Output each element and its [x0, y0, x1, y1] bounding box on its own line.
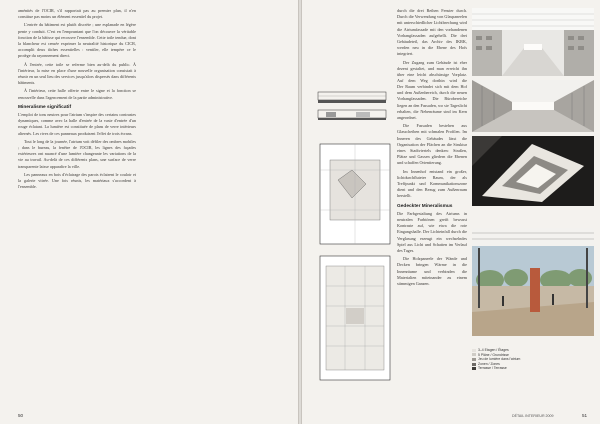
page-number-left: 50	[18, 413, 24, 418]
left-column-1	[18, 8, 136, 412]
body-paragraph: durch die drei Reihen Fenster durch. Durch die Verwendung von Glaspaneelen mit unterschiedlicher Lichtbrechung wird die Atriumfassade mit den vorhandenen Vorhangfassaden aufgehellt. Die drei Gebäudeteil, das Archiv des IKRK, werden neu in die Ebene des Hofs integriert.	[397, 8, 467, 57]
body-paragraph: Die Holzpaneele der Wände und Decken bringen Wärme in die Innenräume und verbinden die Materialien miteinander zu einem stimmigen Ganzen.	[397, 256, 467, 287]
atrium-photo	[472, 8, 594, 76]
section-heading: Gedeckter Mineralismus	[397, 203, 453, 209]
legend-label: Zonen / Zones	[478, 361, 500, 366]
legend-label: Jeu de lumière dans l'atrium	[478, 357, 521, 362]
terrace-photo	[472, 228, 594, 336]
legend-row	[472, 366, 594, 371]
corridor-photo	[472, 80, 594, 132]
page-number-right: 51	[582, 413, 588, 418]
section-heading: Mineralisme significatif	[18, 104, 72, 110]
plan-legend	[472, 348, 594, 371]
body-paragraph: Les panneaux en bois d'éclairage des parois éclairent le couloir et la galerie vitrée. Une fois réunis, les matériaux s'accordent à l'ensemble.	[18, 171, 136, 190]
right-page	[302, 0, 600, 424]
legend-swatch	[472, 358, 476, 361]
running-head: DÉTAIL INTERIEUR 2009	[512, 414, 554, 418]
legend-swatch	[472, 363, 476, 366]
elevation-drawing	[316, 86, 388, 124]
body-paragraph: L'entrée du bâtiment est plutôt discrète ; une esplanade en légère pente y conduit. C'est en l'empruntant que l'on découvre la véritable fonction de la bâtisse qui recouvre l'ensemble. Cette toile tendue, dont la blancheur est censée exprimer la neutralité historique du CICR, accomplit deux tâches essentielles : ventiler, elle tempère ce le protège du rayonnement direct.	[18, 22, 136, 59]
legend-swatch	[472, 349, 476, 352]
body-paragraph: Die Farbgestaltung des Atriums in neutralen Farbtönen greift bewusst Kontraste auf, wie etwa die rote Eingangshalle. Der Lichteinfall durch die Verglasung erzeugt ein wechselndes Spiel aus Licht und Schatten im Verlauf des Tages.	[397, 210, 467, 254]
body-paragraph: Im Innenhof entstand ein großer, lichtdurchfluteter Raum, der als Treffpunkt und Kommunikationszone dient und den Bezug zum Außenraum herstellt.	[397, 168, 467, 199]
legend-label: Terrasse / Terrasse	[478, 366, 507, 371]
body-paragraph: Der Zugang zum Gebäude ist eher dezent gestaltet, und man erreicht ihn über eine leicht abschüssige Vorplatz. Auf dem Weg dorthin wird die	[397, 59, 467, 83]
body-paragraph: À l'entrée, cette toile se referme bien au-delà du public. À l'intérieur, la mise en place d'une nouvelle organisation consistait à réunir en un seul lieu des services jusqu'alors dispersés dans différents bâtiments.	[18, 61, 136, 86]
legend-swatch	[472, 367, 476, 370]
right-column-2	[397, 84, 467, 402]
body-paragraph: Tout le long de la journée, l'atrium voit défiler des ombres mobiles ; dans le bureau, la fenêtre de l'OCIR, les lignes des façades extérieures ont nuancé d'une lumière changeante les variations de la vie au travail. Au-delà de ces différents plans, une surface de verre transparente laisse apparaître la ville.	[18, 138, 136, 169]
floor-plans-drawing	[316, 140, 394, 388]
body-paragraph: Der Raum verbindet sich mit dem Hof und dem Außenbereich, durch die neuen Vorhangfassaden. Die Bürobereiche liegen an den Fassaden, wo sie Tageslicht erhalten, die Nebenräume sind im Kern angeordnet.	[397, 84, 467, 121]
left-page	[0, 0, 298, 424]
legend-swatch	[472, 353, 476, 356]
light-pattern-photo	[472, 136, 594, 206]
body-paragraph: L'emploi de tons neutres pour l'atrium s'inspire des certains contrastes dynamiques, comme avec la halle d'entrée de la vaste d'entrée d'un rouge éclatant. La lumière est constituée de plans de verre intérieurs alternés. Les rives de ces panneaux produisent l'effet de trois écrans.	[18, 112, 136, 136]
body-paragraph: Die Fassaden bestehen aus Glasscheiben mit schmalen Profilen. Im Inneren des Gebäudes lässt die Organisation der Flächen an die Struktur eines Stadtviertels denken: Straßen, Plätze und Gassen gliedern die Ebenen und schaffen Orientierung.	[397, 123, 467, 166]
right-column-1	[397, 8, 467, 83]
legend-label: 5 Pläne / Grundrisse	[478, 352, 509, 357]
body-paragraph: aménités de l'OCIR, s'il rapportait pas au premier plan, il n'en constitue pas moins un élément essentiel du projet.	[18, 8, 136, 20]
legend-label: 3–4 Etagen / Étages	[478, 348, 509, 352]
body-paragraph: À l'intérieur, cette halle offerte entre le signe et la fonction se renouvelle dans l'agencement de la partie administrative.	[18, 88, 136, 100]
